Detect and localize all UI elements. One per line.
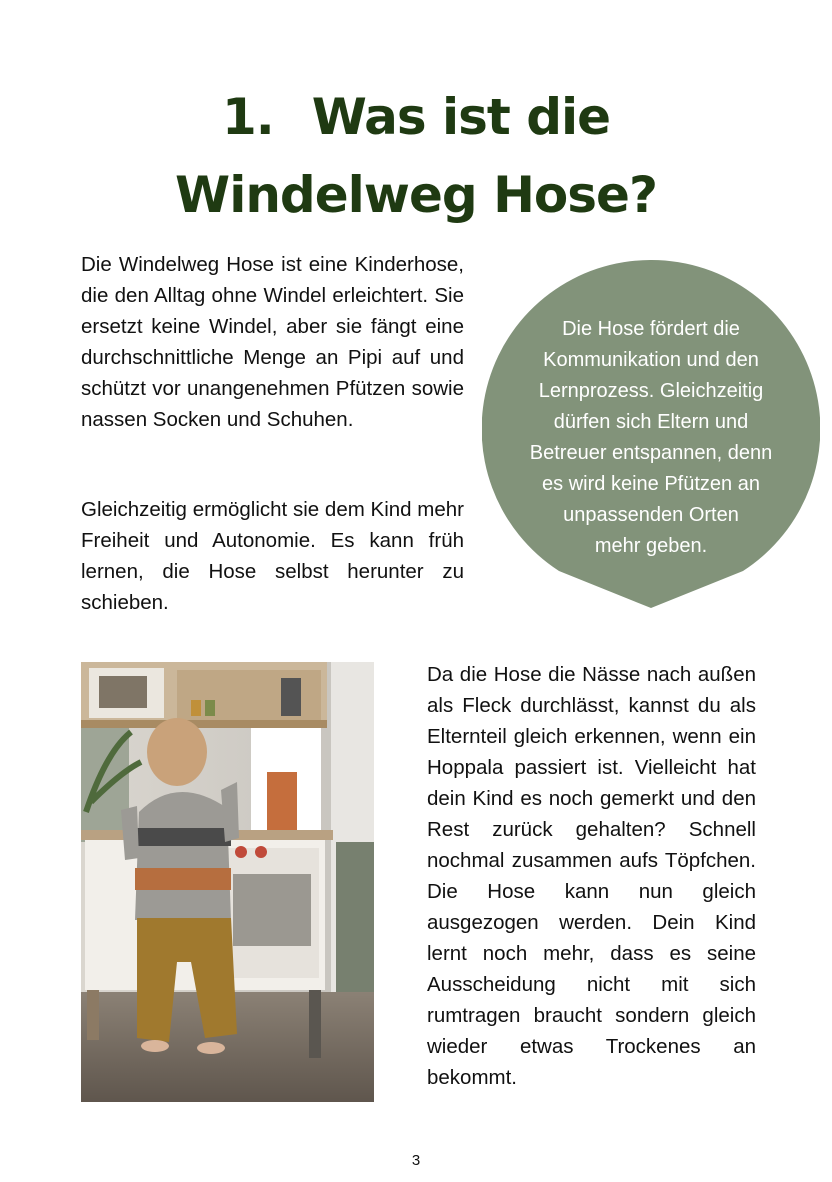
title-number: 1. xyxy=(221,88,274,146)
page-title xyxy=(0,78,832,234)
callout-line: unpassenden Orten xyxy=(563,504,739,526)
callout-line: es wird keine Pfützen an xyxy=(542,473,760,495)
callout-line: mehr geben. xyxy=(594,535,708,557)
callout-line: Kommunikation und den xyxy=(543,349,759,371)
title-text-1: Was ist die xyxy=(311,88,611,146)
intro-paragraph: Die Windelweg Hose ist eine Kinderhose, die den Alltag ohne Windel erleichtert. Sie ersetzt keine Windel, aber sie fängt eine durchschnittliche Menge an Pipi auf und schützt vor unangenehmen Pfützen sowie nassen Socken und Schuhen. xyxy=(81,253,464,431)
callout-line: dürfen sich Eltern und xyxy=(553,411,749,433)
page-number: 3 xyxy=(411,1152,421,1169)
callout-text xyxy=(506,314,796,562)
title-line-1 xyxy=(0,78,832,156)
stain-paragraph: Da die Hose die Nässe nach außen als Fleck durchlässt, kannst du als Elternteil gleich erkennen, wenn ein Hoppala passiert ist. Vielleicht hat dein Kind es noch gemerkt und den Rest zurück gehalten? Schnell nochmal zusammen aufs Töpfchen. Die Hose kann nun gleich ausgezogen werden. Dein Kind lernt noch mehr, dass es seine Ausscheidung nicht mit sich rumtragen braucht sondern gleich wieder etwas Trockenes an bekommt. xyxy=(427,663,756,1089)
autonomy-paragraph: Gleichzeitig ermöglicht sie dem Kind mehr Freiheit und Autonomie. Es kann früh lernen, die Hose selbst herunter zu schieben. xyxy=(81,498,464,614)
callout-line: Lernprozess. Gleichzeitig xyxy=(538,380,764,402)
callout-line: Betreuer entspannen, denn xyxy=(529,442,773,464)
photo-child-kitchen-icon xyxy=(81,662,374,1102)
title-line-2: Windelweg Hose? xyxy=(175,166,657,224)
callout-line: Die Hose fördert die xyxy=(562,318,740,340)
